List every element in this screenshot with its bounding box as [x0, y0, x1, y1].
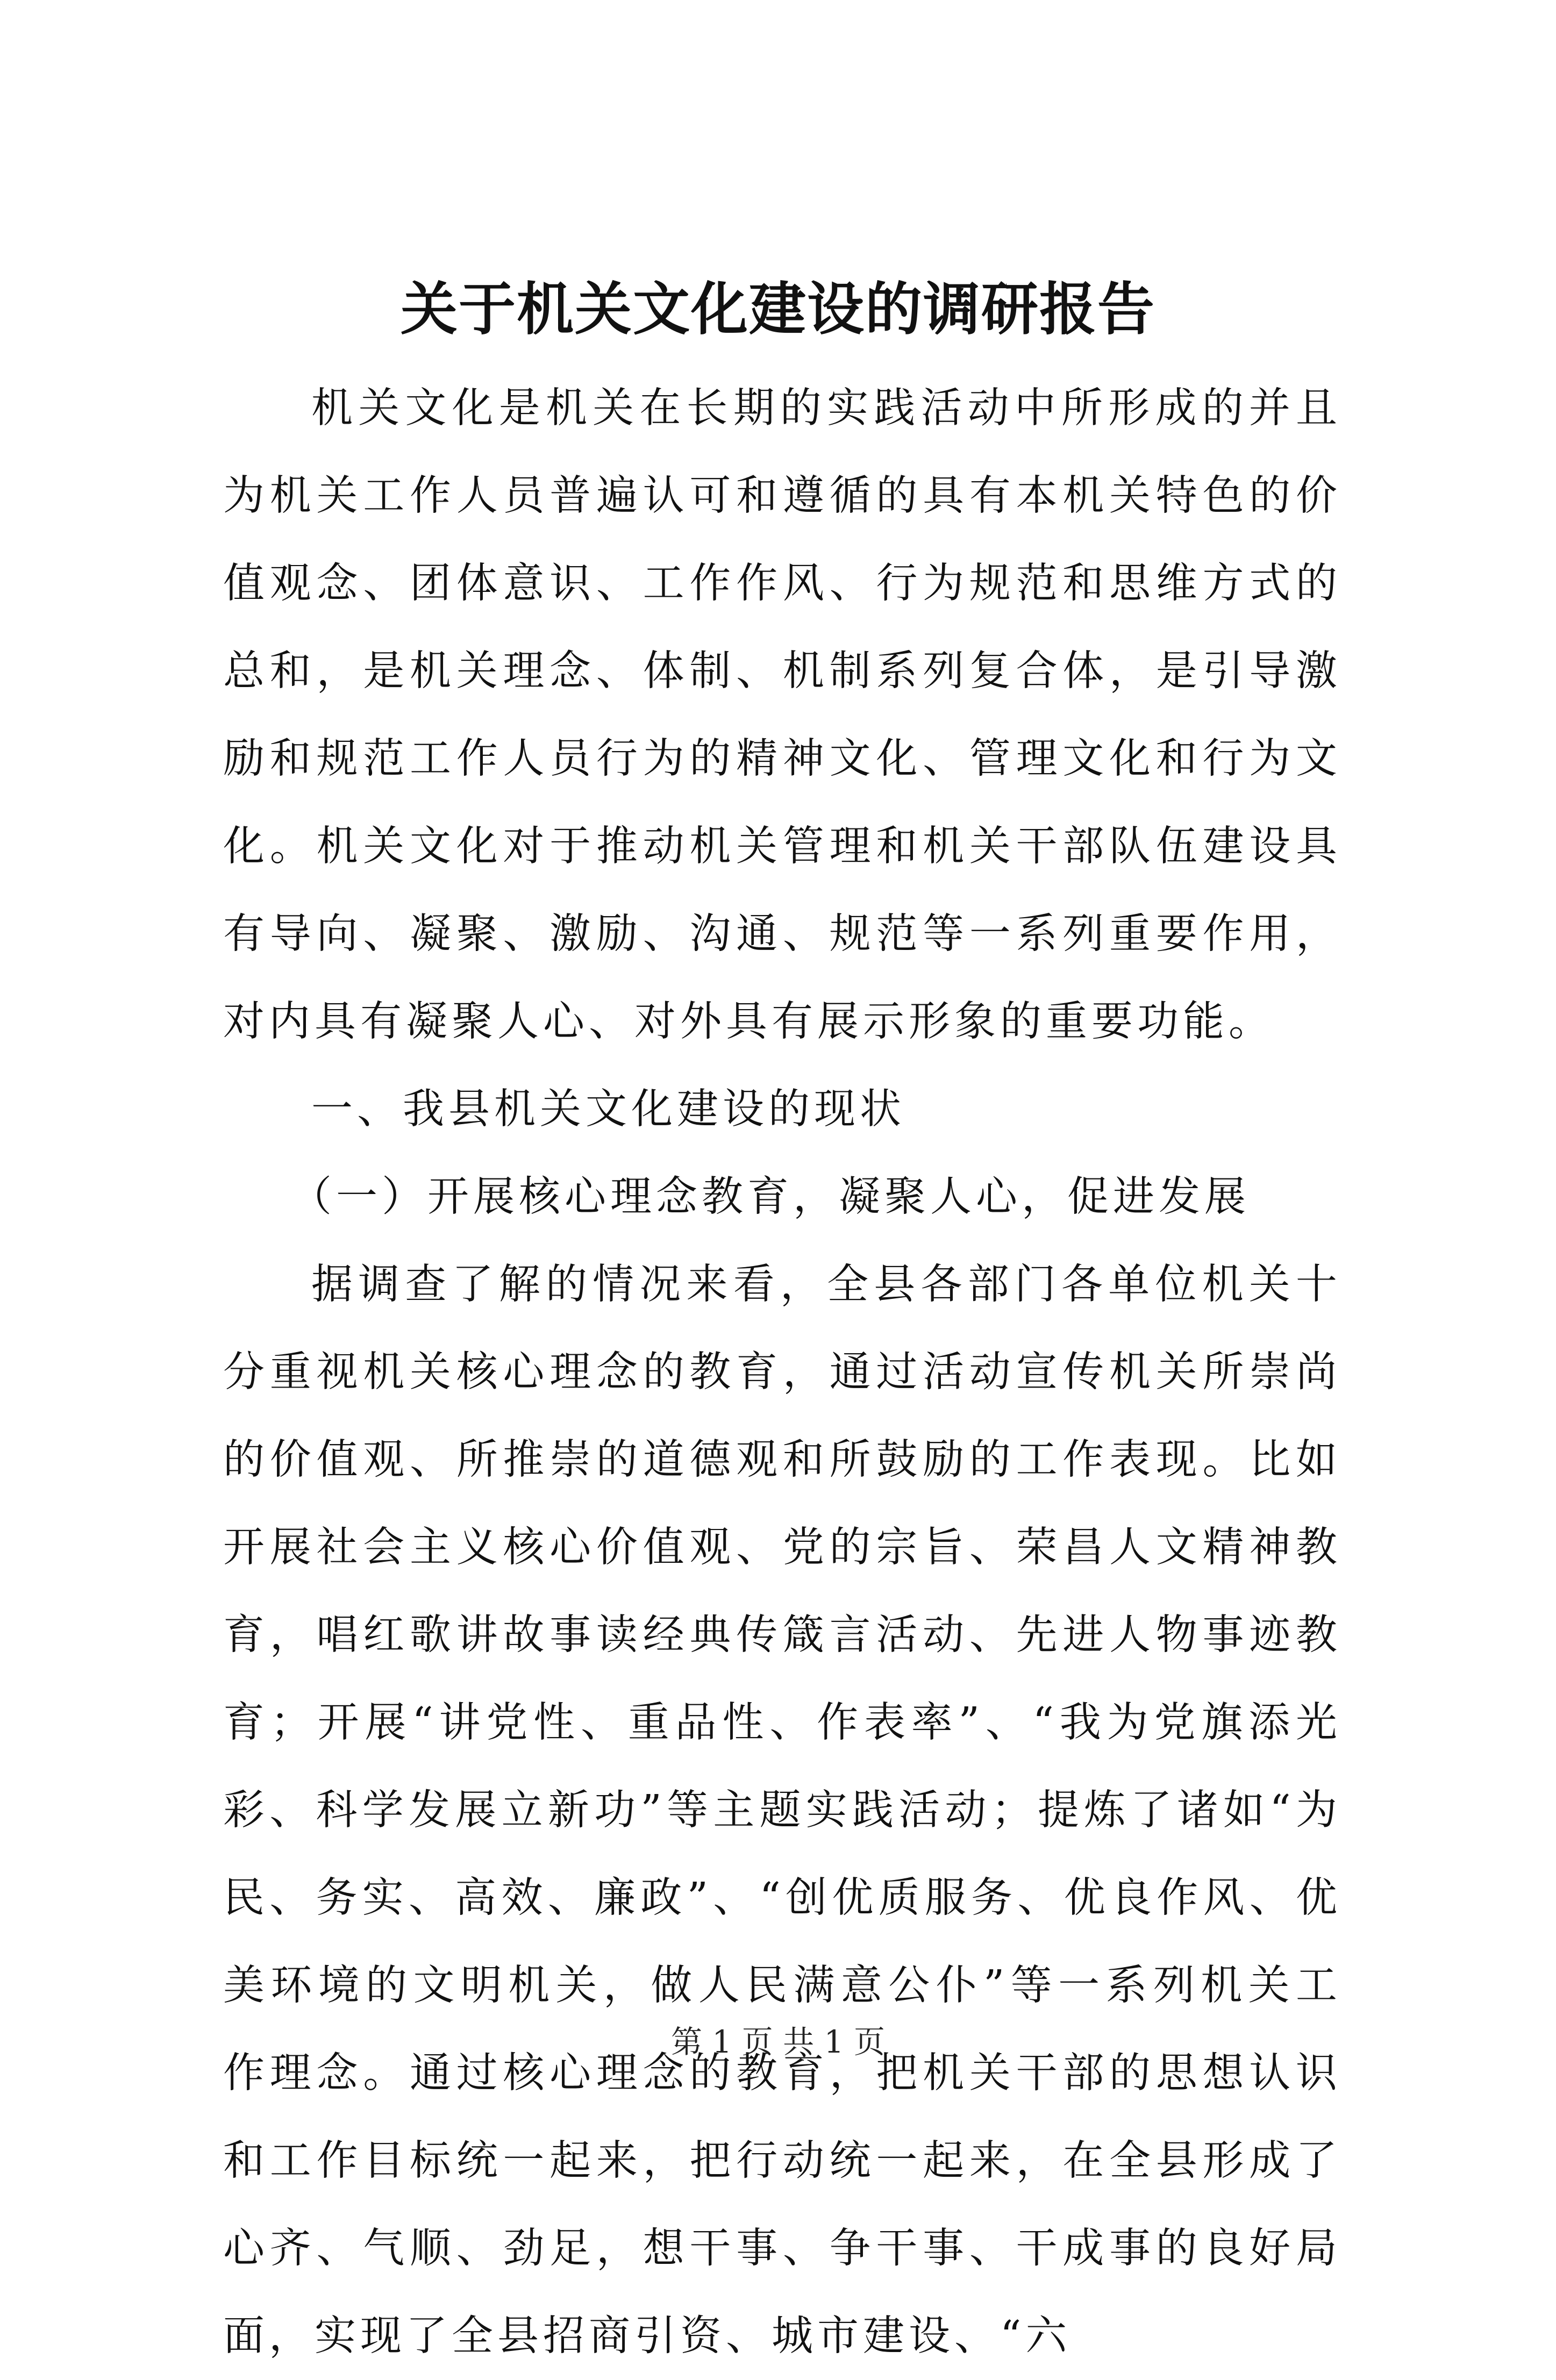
- subsection-heading: （一）开展核心理念教育，凝聚人心，促进发展: [290, 1173, 1250, 1221]
- page-number-footer: 第 1 页 共 1 页: [671, 2024, 885, 2060]
- intro-paragraph: 机关文化是机关在长期的实践活动中所形成的并且为机关工作人员普遍认可和遵循的具有本机关特色的价值观念、团体意识、工作作风、行为规范和思维方式的总和，是机关理念、体制、机制系列复合体，是引导激励和规范工作人员行为的精神文化、管理文化和行为文化。机关文化对于推动机关管理和机关干部队伍建设具有导向、凝聚、激励、沟通、规范等一系列重要作用，对内具有凝聚人心、对外具有展示形象的重要功能。: [223, 384, 1341, 1046]
- body-paragraph: 据调查了解的情况来看，全县各部门各单位机关十分重视机关核心理念的教育，通过活动宣传机关所崇尚的价值观、所推崇的道德观和所鼓励的工作表现。比如开展社会主义核心价值观、党的宗旨、荣昌人文精神教育，唱红歌讲故事读经典传箴言活动、先进人物事迹教育；开展“讲党性、重品性、作表率”、“我为党旗添光彩、科学发展立新功”等主题实践活动；提炼了诸如“为民、务实、高效、廉政”、“创优质服务、优良作风、优美环境的文明机关，做人民满意公仆”等一系列机关工作理念。通过核心理念的教育，把机关干部的思想认识和工作目标统一起来，把行动统一起来，在全县形成了心齐、气顺、劲足，想干事、争干事、干成事的良好局面，实现了全县招商引资、城市建设、“六: [223, 1261, 1341, 2360]
- document-title: 关于机关文化建设的调研报告: [401, 275, 1155, 342]
- document-body: [223, 364, 1341, 2380]
- section-heading: 一、我县机关文化建设的现状: [311, 1085, 905, 1133]
